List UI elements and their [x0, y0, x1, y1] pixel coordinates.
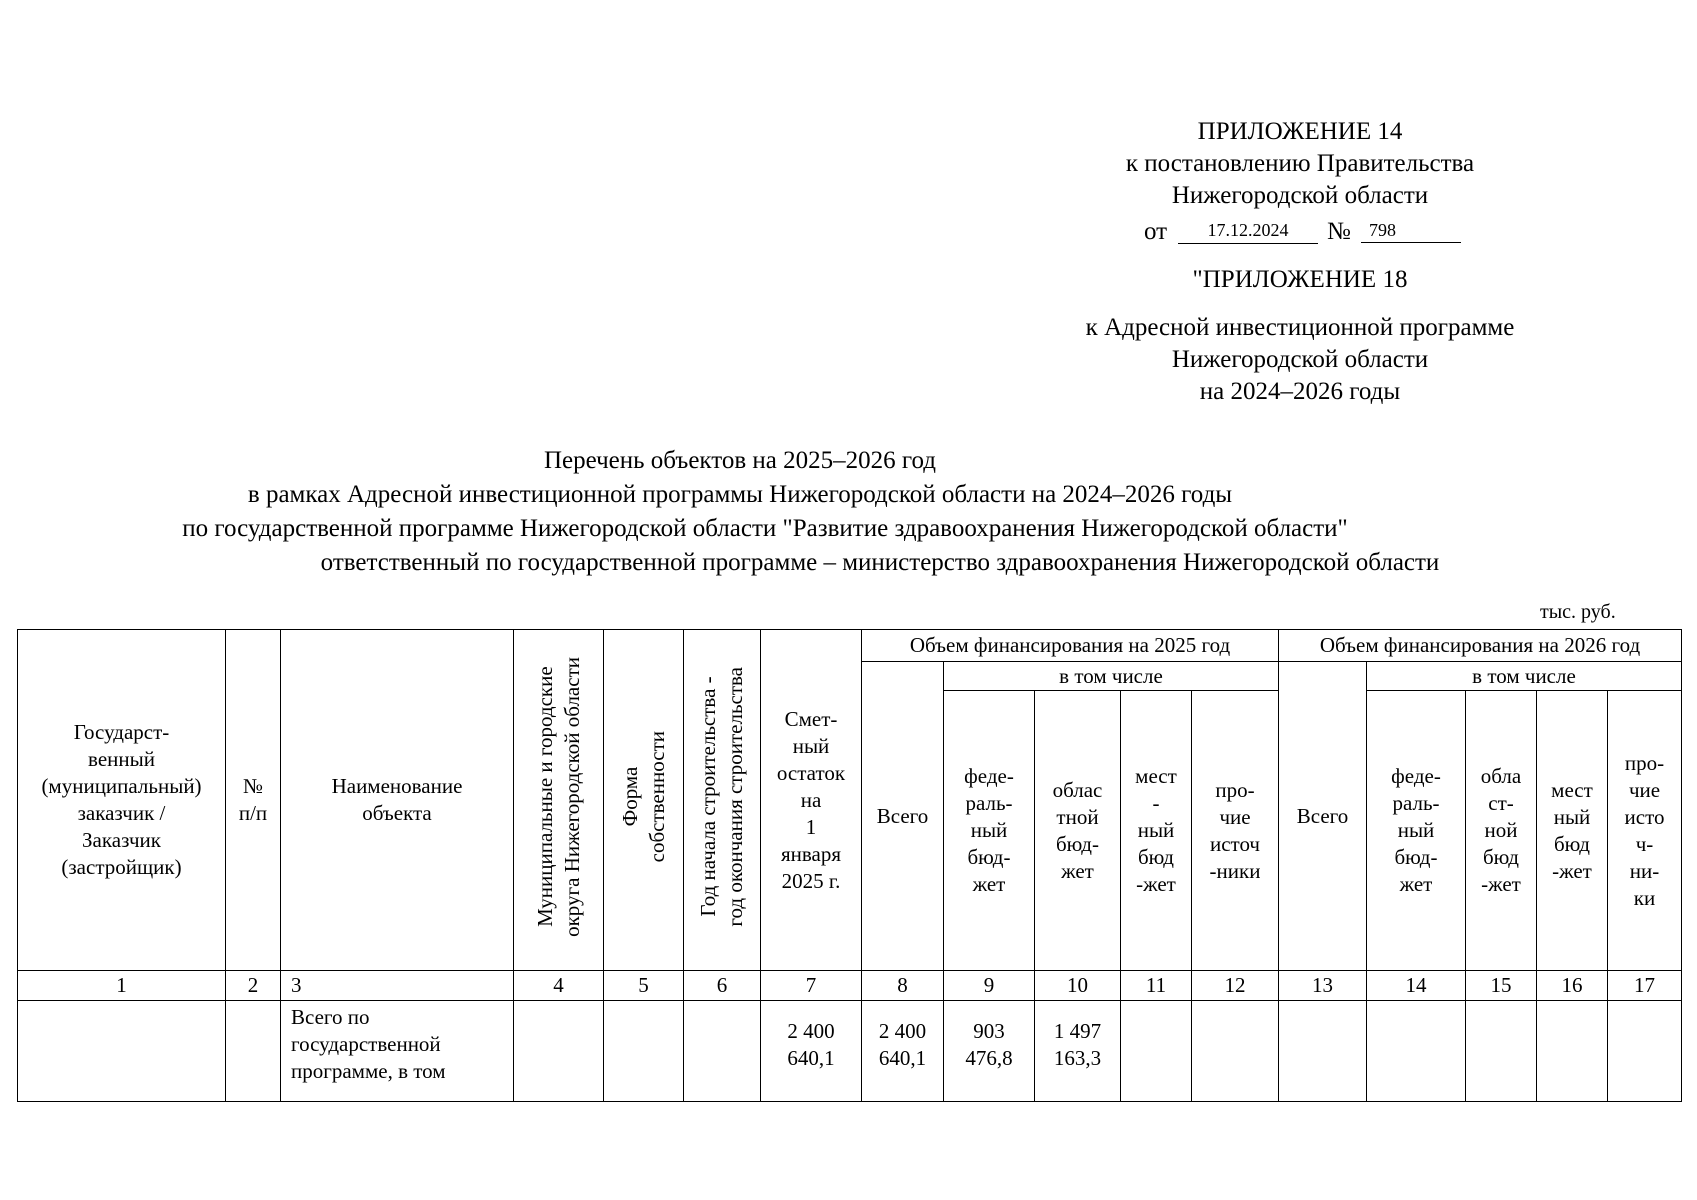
total-2025-value: 2 400 640,1	[862, 1001, 944, 1102]
header-regional-2026: обла ст- ной бюд -жет	[1466, 691, 1537, 971]
appendix-14-title: ПРИЛОЖЕНИЕ 14	[1197, 118, 1403, 145]
col-num-1: 1	[18, 971, 226, 1001]
col-num-14: 14	[1367, 971, 1466, 1001]
total-federal-2025-value: 903 476,8	[944, 1001, 1035, 1102]
col-num-3: 3	[281, 971, 514, 1001]
col-num-11: 11	[1121, 971, 1192, 1001]
units-label: тыс. руб.	[1540, 601, 1616, 623]
total-municipal-cell	[514, 1001, 604, 1102]
col-num-17: 17	[1608, 971, 1682, 1001]
total-regional-2025-value: 1 497 163,3	[1035, 1001, 1121, 1102]
header-local-2025: мест - ный бюд -жет	[1121, 691, 1192, 971]
header-including-2026: в том числе	[1367, 662, 1682, 691]
header-total-2025: Всего	[862, 662, 944, 971]
col-num-2: 2	[226, 971, 281, 1001]
date-field: 17.12.2024	[1178, 219, 1318, 244]
col-num-15: 15	[1466, 971, 1537, 1001]
header-ownership-cell	[604, 630, 684, 971]
appendix-14-line-1: к постановлению Правительства	[1125, 150, 1475, 177]
header-regional-2025: облас тной бюд- жет	[1035, 691, 1121, 971]
header-federal-2026: феде- раль- ный бюд- жет	[1367, 691, 1466, 971]
col-num-8: 8	[862, 971, 944, 1001]
objects-table	[17, 629, 1682, 1102]
header-including-2025: в том числе	[944, 662, 1279, 691]
header-ownership: Форма собственности	[617, 730, 669, 863]
table-row-total	[18, 1001, 1682, 1102]
col-num-6: 6	[684, 971, 761, 1001]
header-federal-2025: феде- раль- ный бюд- жет	[944, 691, 1035, 971]
appendix-18-line-1: к Адресной инвестиционной программе	[1085, 314, 1515, 341]
from-label: от	[1144, 218, 1168, 245]
header-estimate: Смет- ный остаток на 1 января 2025 г.	[761, 630, 862, 971]
header-object-name: Наименование объекта	[281, 630, 514, 971]
col-num-16: 16	[1537, 971, 1608, 1001]
col-num-13: 13	[1279, 971, 1367, 1001]
total-2026-cell	[1279, 1001, 1367, 1102]
total-federal-2026-cell	[1367, 1001, 1466, 1102]
header-total-2026: Всего	[1279, 662, 1367, 971]
total-customer-cell	[18, 1001, 226, 1102]
doc-title-line-3: по государственной программе Нижегородской области "Развитие здравоохранения Нижегородской области"	[182, 515, 1348, 542]
col-num-7: 7	[761, 971, 862, 1001]
column-number-row	[18, 971, 1682, 1001]
header-customer: Государст- венный (муниципальный) заказчик / Заказчик (застройщик)	[18, 630, 226, 971]
header-years-cell	[684, 630, 761, 971]
number-label: №	[1327, 218, 1351, 245]
total-ownership-cell	[604, 1001, 684, 1102]
header-financing-2026: Объем финансирования на 2026 год	[1279, 630, 1682, 662]
col-num-10: 10	[1035, 971, 1121, 1001]
total-row-name: Всего по государственной программе, в том	[281, 1001, 514, 1102]
appendix-14-line-2: Нижегородской области	[1171, 182, 1429, 209]
header-municipal-cell	[514, 630, 604, 971]
doc-title-line-1: Перечень объектов на 2025–2026 год	[543, 447, 937, 474]
col-num-4: 4	[514, 971, 604, 1001]
col-num-5: 5	[604, 971, 684, 1001]
header-local-2026: мест ный бюд -жет	[1537, 691, 1608, 971]
number-field: 798	[1361, 219, 1461, 243]
total-other-2025-cell	[1192, 1001, 1279, 1102]
header-financing-2025: Объем финансирования на 2025 год	[862, 630, 1279, 662]
appendix-18-line-2: Нижегородской области	[1171, 346, 1429, 373]
total-number-cell	[226, 1001, 281, 1102]
header-years: Год начала строительства - год окончания строительства	[696, 666, 747, 927]
doc-title-line-4: ответственный по государственной программе – министерство здравоохранения Нижегородской области	[320, 549, 1440, 576]
col-num-12: 12	[1192, 971, 1279, 1001]
header-other-2026: про- чие исто ч- ни- ки	[1608, 691, 1682, 971]
total-local-2025-cell	[1121, 1001, 1192, 1102]
appendix-18-line-3: на 2024–2026 годы	[1199, 378, 1401, 405]
header-number: № п/п	[226, 630, 281, 971]
header-other-2025: про- чие источ -ники	[1192, 691, 1279, 971]
appendix-18-title: "ПРИЛОЖЕНИЕ 18	[1192, 266, 1408, 293]
doc-title-line-2: в рамках Адресной инвестиционной программы Нижегородской области на 2024–2026 годы	[247, 481, 1233, 508]
header-municipal: Муниципальные и городские округа Нижегородской области	[532, 656, 584, 937]
col-num-9: 9	[944, 971, 1035, 1001]
total-estimate-value: 2 400 640,1	[761, 1001, 862, 1102]
total-local-2026-cell	[1537, 1001, 1608, 1102]
total-years-cell	[684, 1001, 761, 1102]
total-regional-2026-cell	[1466, 1001, 1537, 1102]
total-other-2026-cell	[1608, 1001, 1682, 1102]
